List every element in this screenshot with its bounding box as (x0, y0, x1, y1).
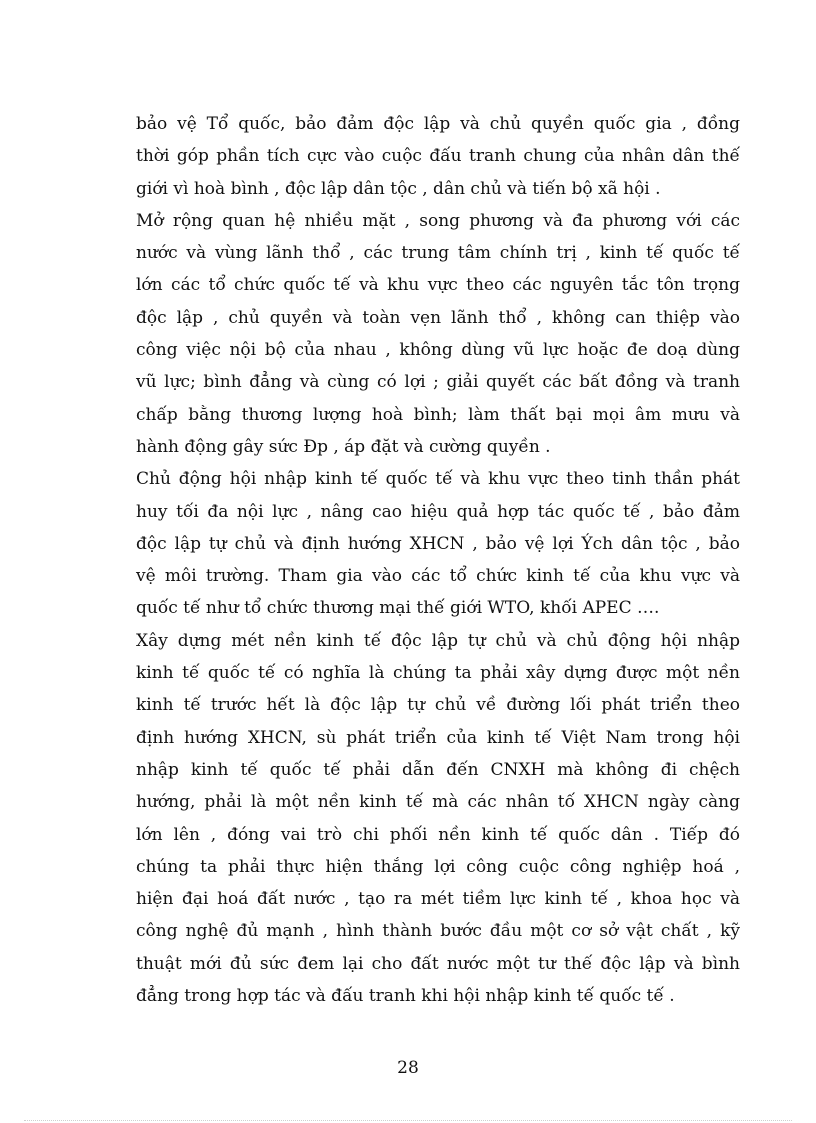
text-line: độc lập , chủ quyền và toàn vẹn lãnh thổ , không can thiệp vào (136, 307, 740, 328)
text-line: vệ môi trường. Tham gia vào các tổ chức kinh tế của khu vực và (136, 566, 740, 587)
text-line: huy tối đa nội lực , nâng cao hiệu quả hợp tác quốc tế , bảo đảm (136, 501, 740, 522)
text-line: Xây dựng mét nền kinh tế độc lập tự chủ và chủ động hội nhập (136, 630, 740, 651)
text-line: vũ lực; bình đẳng và cùng có lợi ; giải quyết các bất đồng và tranh (136, 372, 740, 393)
text-line: giới vì hoà bình , độc lập dân tộc , dân chủ và tiến bộ xã hội . (136, 178, 661, 199)
text-line: công việc nội bộ của nhau , không dùng vũ lực hoặc đe doạ dùng (136, 340, 740, 361)
text-line: công nghệ đủ mạnh , hình thành bước đầu một cơ sở vật chất , kỹ (136, 921, 740, 942)
text-line: nhập kinh tế quốc tế phải dẫn đến CNXH mà không đi chệch (136, 759, 740, 780)
text-line: chấp bằng thương lượng hoà bình; làm thất bại mọi âm mưu và (136, 404, 740, 425)
text-line: bảo vệ Tổ quốc, bảo đảm độc lập và chủ quyền quốc gia , đồng (136, 114, 740, 134)
document-body (136, 108, 740, 1012)
text-line: lớn lên , đóng vai trò chi phối nền kinh tế quốc dân . Tiếp đó (136, 824, 740, 845)
text-line: chúng ta phải thực hiện thắng lợi công cuộc công nghiệp hoá , (136, 856, 740, 877)
text-line: Mở rộng quan hệ nhiều mặt , song phương và đa phương với các (136, 210, 740, 231)
text-line: độc lập tự chủ và định hướng XHCN , bảo vệ lợi Ých dân tộc , bảo (136, 533, 740, 554)
text-line: kinh tế quốc tế có nghĩa là chúng ta phải xây dựng được một nền (136, 663, 740, 684)
footer-divider (24, 1120, 792, 1121)
text-line: định hướng XHCN, sù phát triển của kinh tế Việt Nam trong hội (136, 727, 740, 748)
text-line: nước và vùng lãnh thổ , các trung tâm chính trị , kinh tế quốc tế (136, 243, 740, 264)
text-line: hiện đại hoá đất nước , tạo ra mét tiềm lực kinh tế , khoa học và (136, 889, 740, 910)
text-line: đẳng trong hợp tác và đấu tranh khi hội nhập kinh tế quốc tế . (136, 986, 675, 1007)
text-line: hành động gây sức Đp , áp đặt và cường quyền . (136, 436, 551, 457)
text-line: lớn các tổ chức quốc tế và khu vực theo các nguyên tắc tôn trọng (136, 275, 740, 296)
text-line: hướng, phải là một nền kinh tế mà các nhân tố XHCN ngày càng (136, 792, 740, 813)
text-line: thuật mới đủ sức đem lại cho đất nước một tư thế độc lập và bình (136, 953, 740, 974)
text-line: quốc tế như tổ chức thương mại thế giới WTO, khối APEC …. (136, 598, 660, 619)
text-line: Chủ động hội nhập kinh tế quốc tế và khu vực theo tinh thần phát (136, 469, 740, 490)
text-line: kinh tế trước hết là độc lập tự chủ về đường lối phát triển theo (136, 695, 740, 716)
page-number: 28 (397, 1058, 419, 1078)
text-line: thời góp phần tích cực vào cuộc đấu tranh chung của nhân dân thế (136, 146, 740, 167)
